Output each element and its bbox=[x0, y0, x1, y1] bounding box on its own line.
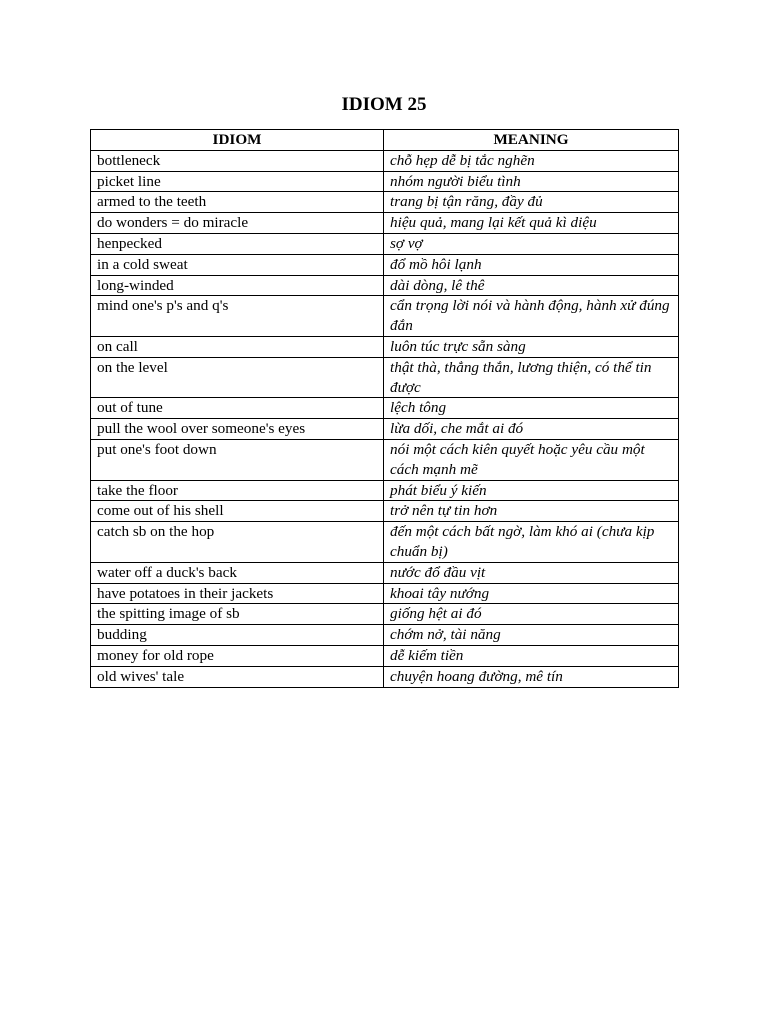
table-row bbox=[91, 480, 679, 501]
idiom-cell: the spitting image of sb bbox=[91, 604, 384, 625]
table-row bbox=[91, 398, 679, 419]
table-row bbox=[91, 357, 679, 398]
idiom-cell: catch sb on the hop bbox=[91, 522, 384, 563]
table-row bbox=[91, 562, 679, 583]
meaning-cell: chuyện hoang đường, mê tín bbox=[384, 666, 679, 687]
meaning-cell: trở nên tự tin hơn bbox=[384, 501, 679, 522]
idiom-table bbox=[90, 129, 679, 688]
table-row bbox=[91, 233, 679, 254]
table-row bbox=[91, 336, 679, 357]
idiom-cell: armed to the teeth bbox=[91, 192, 384, 213]
table-header-row bbox=[91, 130, 679, 151]
idiom-cell: pull the wool over someone's eyes bbox=[91, 419, 384, 440]
idiom-cell: budding bbox=[91, 625, 384, 646]
meaning-cell: phát biểu ý kiến bbox=[384, 480, 679, 501]
idiom-cell: picket line bbox=[91, 171, 384, 192]
table-row bbox=[91, 275, 679, 296]
table-row bbox=[91, 254, 679, 275]
meaning-cell: sợ vợ bbox=[384, 233, 679, 254]
header-meaning: MEANING bbox=[384, 130, 679, 151]
table-row bbox=[91, 645, 679, 666]
meaning-cell: luôn túc trực sẵn sàng bbox=[384, 336, 679, 357]
meaning-cell: khoai tây nướng bbox=[384, 583, 679, 604]
table-row bbox=[91, 419, 679, 440]
meaning-cell: chỗ hẹp dễ bị tắc nghẽn bbox=[384, 150, 679, 171]
idiom-cell: out of tune bbox=[91, 398, 384, 419]
meaning-cell: trang bị tận răng, đầy đủ bbox=[384, 192, 679, 213]
meaning-cell: dễ kiếm tiền bbox=[384, 645, 679, 666]
idiom-cell: do wonders = do miracle bbox=[91, 213, 384, 234]
table-row bbox=[91, 150, 679, 171]
header-idiom: IDIOM bbox=[91, 130, 384, 151]
idiom-cell: have potatoes in their jackets bbox=[91, 583, 384, 604]
meaning-cell: nhóm người biểu tình bbox=[384, 171, 679, 192]
table-row bbox=[91, 522, 679, 563]
idiom-cell: bottleneck bbox=[91, 150, 384, 171]
idiom-cell: come out of his shell bbox=[91, 501, 384, 522]
meaning-cell: dài dòng, lê thê bbox=[384, 275, 679, 296]
idiom-cell: take the floor bbox=[91, 480, 384, 501]
table-row bbox=[91, 625, 679, 646]
table-row bbox=[91, 171, 679, 192]
idiom-cell: old wives' tale bbox=[91, 666, 384, 687]
idiom-cell: on the level bbox=[91, 357, 384, 398]
table-row bbox=[91, 213, 679, 234]
meaning-cell: cẩn trọng lời nói và hành động, hành xử đúng đắn bbox=[384, 296, 679, 337]
meaning-cell: nói một cách kiên quyết hoặc yêu cầu một cách mạnh mẽ bbox=[384, 439, 679, 480]
idiom-cell: henpecked bbox=[91, 233, 384, 254]
meaning-cell: đổ mồ hôi lạnh bbox=[384, 254, 679, 275]
table-row bbox=[91, 192, 679, 213]
idiom-cell: water off a duck's back bbox=[91, 562, 384, 583]
idiom-cell: on call bbox=[91, 336, 384, 357]
meaning-cell: thật thà, thẳng thắn, lương thiện, có thể tin được bbox=[384, 357, 679, 398]
idiom-cell: put one's foot down bbox=[91, 439, 384, 480]
table-row bbox=[91, 439, 679, 480]
meaning-cell: lừa dối, che mắt ai đó bbox=[384, 419, 679, 440]
table-row bbox=[91, 296, 679, 337]
meaning-cell: chớm nở, tài năng bbox=[384, 625, 679, 646]
table-row bbox=[91, 583, 679, 604]
idiom-cell: in a cold sweat bbox=[91, 254, 384, 275]
meaning-cell: hiệu quả, mang lại kết quả kì diệu bbox=[384, 213, 679, 234]
meaning-cell: nước đổ đầu vịt bbox=[384, 562, 679, 583]
meaning-cell: lệch tông bbox=[384, 398, 679, 419]
idiom-cell: mind one's p's and q's bbox=[91, 296, 384, 337]
idiom-cell: money for old rope bbox=[91, 645, 384, 666]
idiom-cell: long-winded bbox=[91, 275, 384, 296]
table-row bbox=[91, 666, 679, 687]
meaning-cell: giống hệt ai đó bbox=[384, 604, 679, 625]
meaning-cell: đến một cách bất ngờ, làm khó ai (chưa kịp chuẩn bị) bbox=[384, 522, 679, 563]
table-row bbox=[91, 604, 679, 625]
table-row bbox=[91, 501, 679, 522]
page-title: IDIOM 25 bbox=[341, 94, 427, 115]
table-body bbox=[91, 150, 679, 687]
